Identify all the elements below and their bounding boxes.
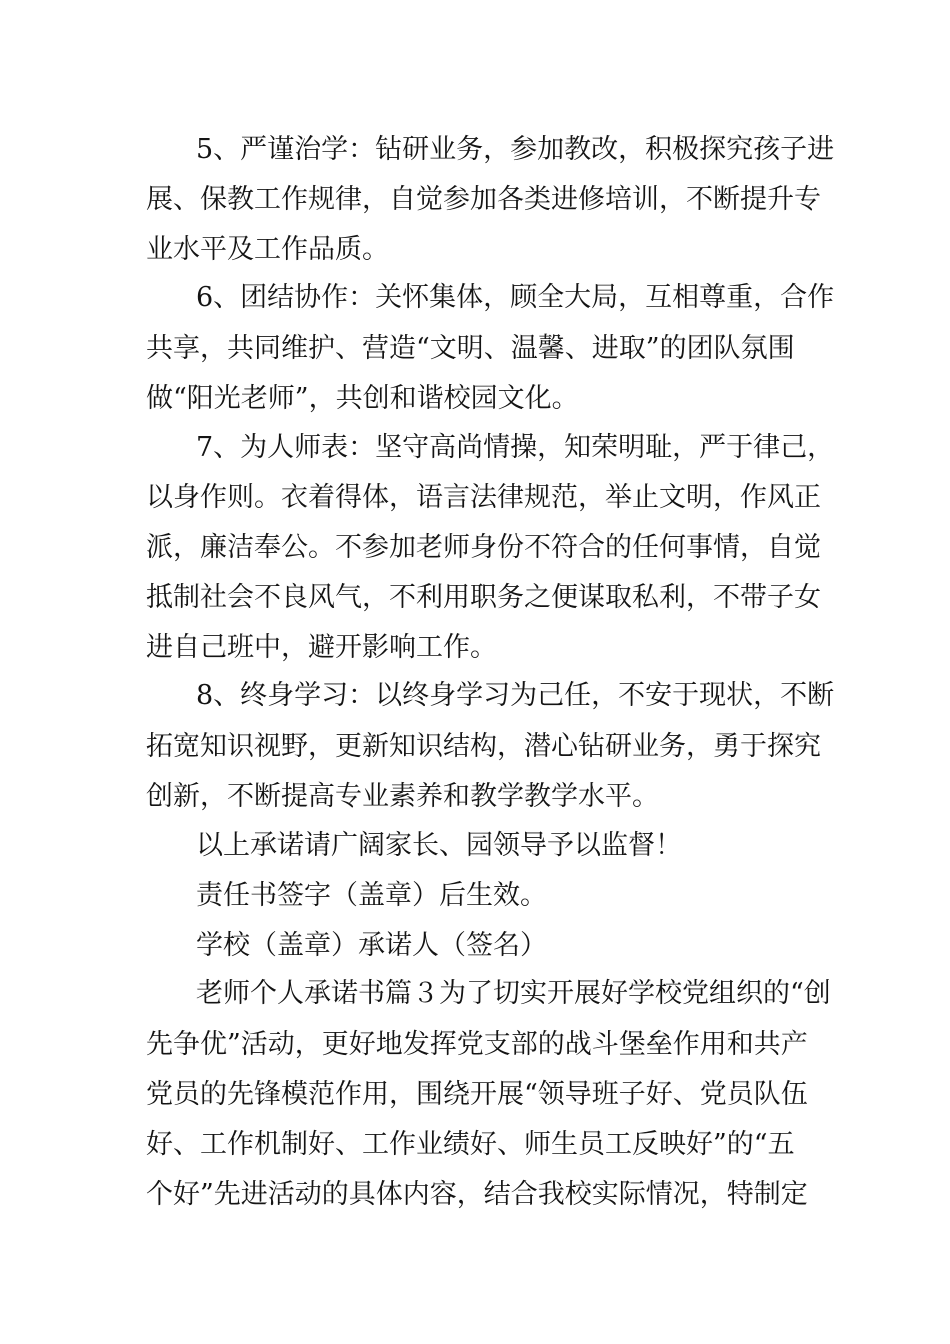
text-line-effective: 责任书签字（盖章）后生效。 bbox=[196, 880, 547, 911]
text-line: 进自己班中，避开影响工作。 bbox=[146, 632, 497, 663]
text-line: 先争优”活动，更好地发挥党支部的战斗堡垒作用和共产 bbox=[146, 1029, 808, 1060]
text-line: 拓宽知识视野，更新知识结构，潜心钻研业务，勇于探究 bbox=[146, 731, 821, 762]
text-line-item8-start: 8、终身学习：以终身学习为己任，不安于现状，不断 bbox=[196, 680, 835, 711]
text-line-supervision: 以上承诺请广阔家长、园领导予以监督！ bbox=[196, 830, 682, 861]
text-line-signature: 学校（盖章）承诺人（签名） bbox=[196, 930, 547, 961]
text-line: 好、工作机制好、工作业绩好、师生员工反映好”的“五 bbox=[146, 1129, 795, 1160]
text-line-section3-start: 老师个人承诺书篇３为了切实开展好学校党组织的“创 bbox=[196, 978, 831, 1009]
text-line: 共享，共同维护、营造“文明、温馨、进取”的团队氛围 bbox=[146, 333, 795, 364]
text-line: 创新，不断提高专业素养和教学教学水平。 bbox=[146, 781, 659, 812]
text-line: 以身作则。衣着得体，语言法律规范，举止文明，作风正 bbox=[146, 482, 821, 513]
text-line-item7-start: 7、为人师表：坚守高尚情操，知荣明耻，严于律己， bbox=[196, 432, 835, 463]
text-line: 党员的先锋模范作用，围绕开展“领导班子好、党员队伍 bbox=[146, 1079, 808, 1110]
text-line: 展、保教工作规律，自觉参加各类进修培训，不断提升专 bbox=[146, 184, 821, 215]
text-line: 抵制社会不良风气，不利用职务之便谋取私利，不带子女 bbox=[146, 582, 821, 613]
text-line-item6-start: 6、团结协作：关怀集体，顾全大局，互相尊重，合作 bbox=[196, 282, 835, 313]
text-line: 个好”先进活动的具体内容，结合我校实际情况，特制定 bbox=[146, 1179, 808, 1210]
text-line-item5-start: 5、严谨治学：钻研业务，参加教改，积极探究孩子进 bbox=[196, 134, 835, 165]
text-line: 做“阳光老师”，共创和谐校园文化。 bbox=[146, 383, 579, 414]
text-line: 派，廉洁奉公。不参加老师身份不符合的任何事情，自觉 bbox=[146, 532, 821, 563]
text-line: 业水平及工作品质。 bbox=[146, 234, 389, 265]
